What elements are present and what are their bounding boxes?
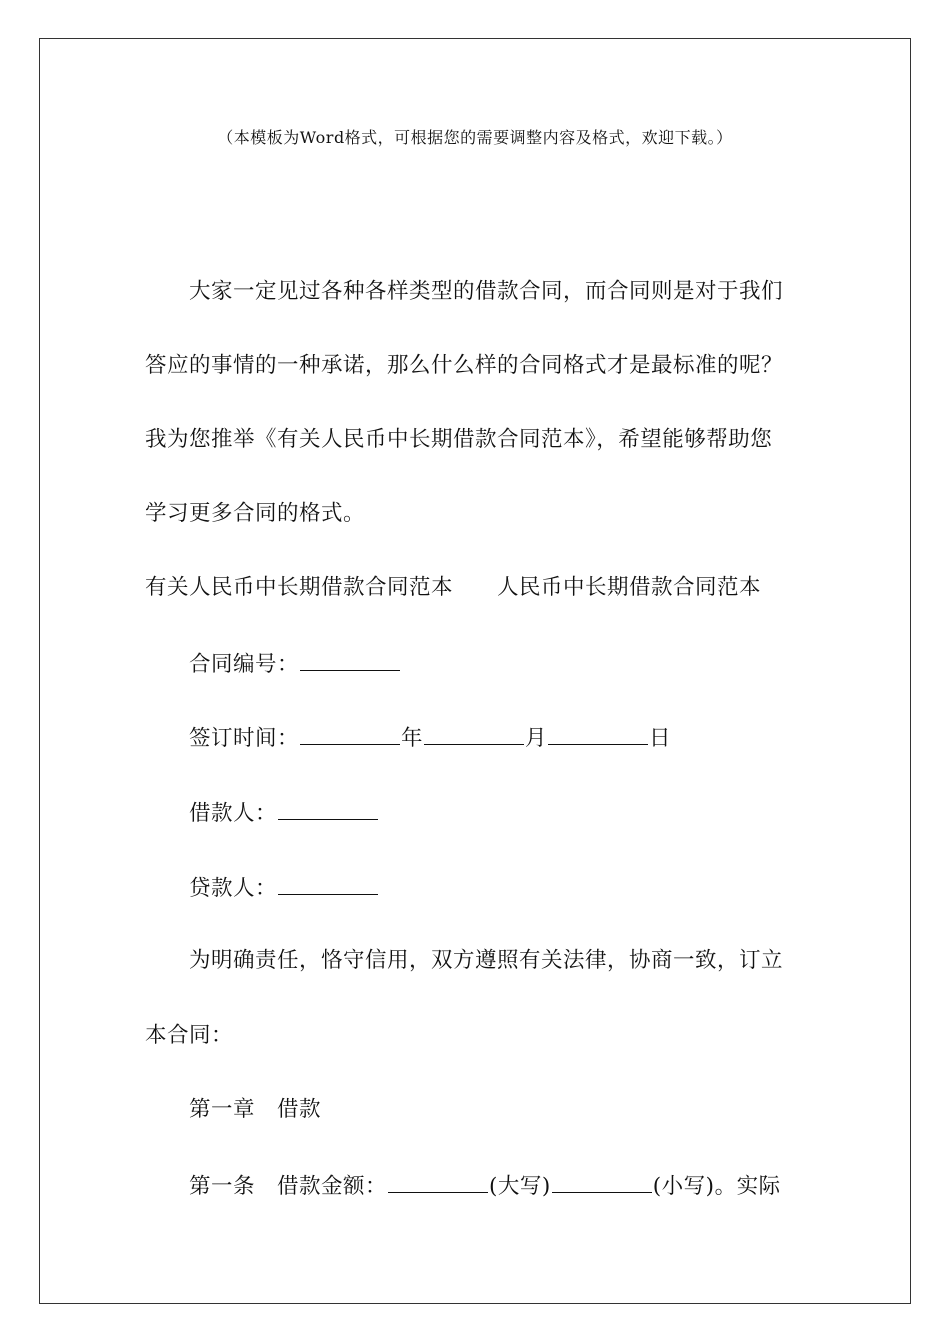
amount-lower-blank[interactable] <box>552 1170 652 1193</box>
chapter-1-heading: 第一章 借款 <box>189 1097 322 1122</box>
sign-day-label: 日 <box>649 726 672 751</box>
sign-month-blank[interactable] <box>424 722 524 745</box>
sign-day-blank[interactable] <box>548 722 648 745</box>
borrower-blank[interactable] <box>278 797 378 820</box>
title-line <box>145 573 761 603</box>
article-1-prefix: 第一条 借款金额： <box>189 1174 388 1199</box>
contract-no-label: 合同编号： <box>189 652 300 677</box>
borrower-label: 借款人： <box>189 801 278 826</box>
preamble-line-2: 本合同： <box>145 1023 234 1048</box>
sign-month-label: 月 <box>525 726 548 751</box>
intro-line-3: 我为您推举《有关人民币中长期借款合同范本》，希望能够帮助您 <box>145 427 773 452</box>
lender-line <box>189 872 379 904</box>
borrower-line <box>189 797 379 829</box>
intro-line-4: 学习更多合同的格式。 <box>145 501 366 526</box>
sign-time-line <box>189 722 671 754</box>
preamble-line-1: 为明确责任，恪守信用，双方遵照有关法律，协商一致，订立 <box>189 948 784 973</box>
contract-no-line <box>189 648 401 680</box>
contract-no-blank[interactable] <box>300 648 400 671</box>
title-part-2: 人民币中长期借款合同范本 <box>497 575 762 600</box>
lender-label: 贷款人： <box>189 876 278 901</box>
amount-upper-label: (大写) <box>489 1174 551 1199</box>
article-1-line <box>189 1170 781 1202</box>
lender-blank[interactable] <box>278 872 378 895</box>
amount-upper-blank[interactable] <box>388 1170 488 1193</box>
page-border <box>39 38 911 1304</box>
title-part-1: 有关人民币中长期借款合同范本 <box>145 575 454 600</box>
intro-line-2: 答应的事情的一种承诺，那么什么样的合同格式才是最标准的呢？ <box>145 353 784 378</box>
intro-line-1: 大家一定见过各种各样类型的借款合同，而合同则是对于我们 <box>189 279 784 304</box>
template-note: （本模板为Word格式，可根据您的需要调整内容及格式，欢迎下载。） <box>217 128 733 147</box>
sign-time-label: 签订时间： <box>189 726 300 751</box>
sign-year-blank[interactable] <box>300 722 400 745</box>
amount-lower-label: (小写)。实际 <box>652 1174 781 1199</box>
sign-year-label: 年 <box>401 726 424 751</box>
